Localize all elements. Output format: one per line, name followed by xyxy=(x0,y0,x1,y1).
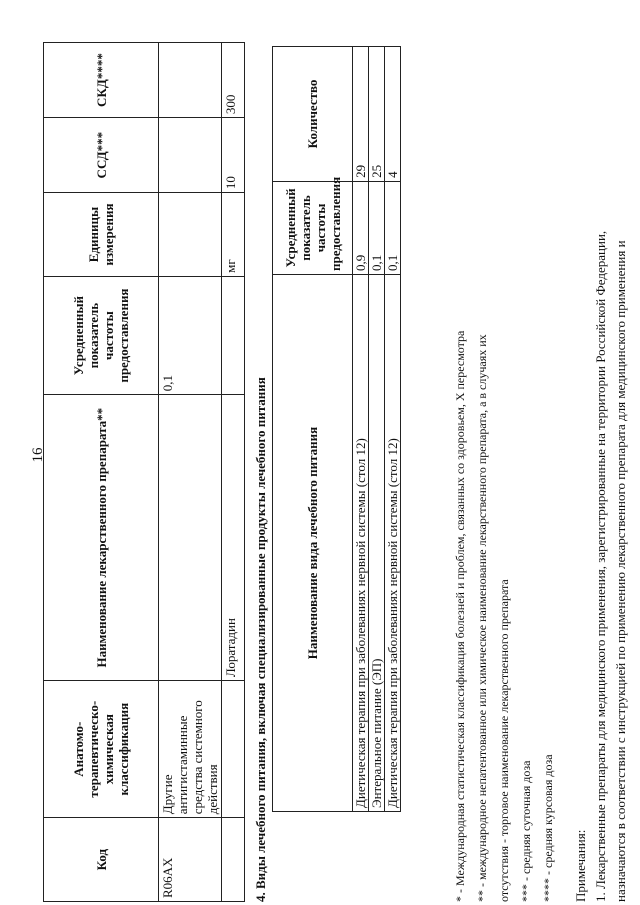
table-row xyxy=(159,43,222,902)
header-atc: Анатомо-терапевтическо-химическая классификация xyxy=(44,681,159,818)
footnote: * - Международная статистическая классификация болезней и проблем, связанных со здоровьем, X пересмотра xyxy=(453,330,467,902)
page-number: 16 xyxy=(30,447,46,463)
cell-nutrition-name: Диетическая терапия при заболеваниях нервной системы (стол 12) xyxy=(385,275,401,812)
nutrition-table-header-row xyxy=(273,47,353,812)
notes-line: назначаются в соответствии с инструкцией по применению лекарственного препарата для медицинского применения и xyxy=(613,240,628,902)
cell-quantity: 29 xyxy=(353,47,369,182)
notes-line: 1. Лекарственные препараты для медицинского применения, зарегистрированные на территории Российской Федерации, xyxy=(593,230,608,902)
footnote: отсутствия - торговое наименование лекарственного препарата xyxy=(497,579,511,902)
cell-unit xyxy=(159,193,222,277)
cell-skd: 300 xyxy=(222,43,245,118)
cell-quantity: 25 xyxy=(369,47,385,182)
footnote: ** - международное непатентованное или химическое наименование лекарственного препарата, а в случаях их xyxy=(475,334,489,902)
cell-ssd xyxy=(159,118,222,193)
notes-title: Примечания: xyxy=(573,829,588,902)
cell-unit: мг xyxy=(222,193,245,277)
header-code: Код xyxy=(44,818,159,902)
header-quantity: Количество xyxy=(273,47,353,182)
cell-frequency: 0,9 xyxy=(353,181,369,274)
footnote: **** - средняя курсовая доза xyxy=(541,754,555,902)
drug-table xyxy=(43,42,245,902)
cell-frequency: 0,1 xyxy=(369,181,385,274)
table-row xyxy=(222,43,245,902)
footnote: *** - средняя суточная доза xyxy=(519,760,533,902)
cell-frequency: 0,1 xyxy=(385,181,401,274)
cell-code xyxy=(222,818,245,902)
cell-frequency: 0,1 xyxy=(159,276,222,394)
cell-nutrition-name: Диетическая терапия при заболеваниях нервной системы (стол 12) xyxy=(353,275,369,812)
drug-table-header-row xyxy=(44,43,159,902)
header-ssd: ССД*** xyxy=(44,118,159,193)
cell-nutrition-name: Энтеральное питание (ЭП) xyxy=(369,275,385,812)
cell-ssd: 10 xyxy=(222,118,245,193)
header-skd: СКД**** xyxy=(44,43,159,118)
header-frequency: Усредненный показатель частоты предоставления xyxy=(44,276,159,394)
header-unit: Единицы измерения xyxy=(44,193,159,277)
cell-frequency xyxy=(222,276,245,394)
header-frequency: Усредненный показатель частоты предоставления xyxy=(273,181,353,274)
cell-drug: Лоратадин xyxy=(222,395,245,681)
cell-code: R06AX xyxy=(159,818,222,902)
cell-atc: Другие антигистаминные средства системного действия xyxy=(159,681,222,818)
cell-skd xyxy=(159,43,222,118)
cell-atc xyxy=(222,681,245,818)
cell-quantity: 4 xyxy=(385,47,401,182)
header-nutrition-name: Наименование вида лечебного питания xyxy=(273,275,353,812)
table-row xyxy=(369,47,385,812)
cell-drug xyxy=(159,395,222,681)
header-drug-name: Наименование лекарственного препарата** xyxy=(44,395,159,681)
table-row xyxy=(353,47,369,812)
nutrition-table xyxy=(272,46,401,812)
section-heading: 4. Виды лечебного питания, включая специализированные продукты лечебного питания xyxy=(253,377,268,902)
table-row xyxy=(385,47,401,812)
